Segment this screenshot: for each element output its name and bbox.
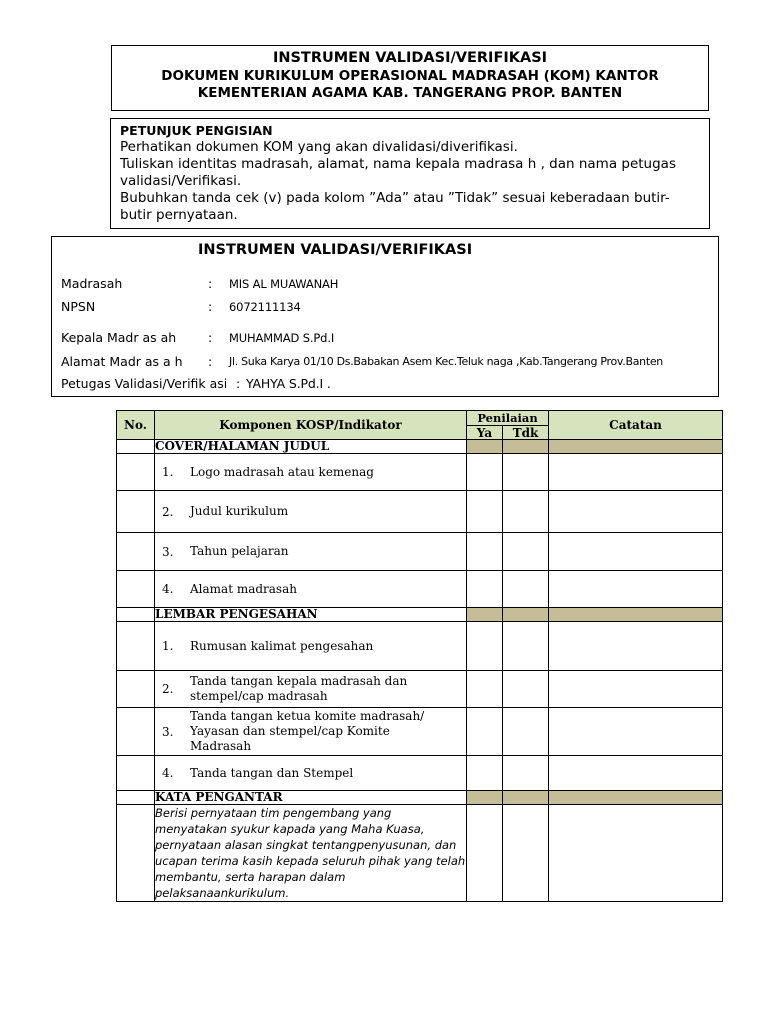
catatan-cell[interactable]	[549, 454, 723, 491]
header-komponen: Komponen KOSP/Indikator	[155, 411, 467, 440]
identity-value: MUHAMMAD S.Pd.I	[229, 331, 335, 345]
tdk-check-cell[interactable]	[503, 671, 549, 708]
ya-check-cell[interactable]	[467, 756, 503, 791]
table-row	[117, 708, 723, 756]
header-no: No.	[117, 411, 155, 440]
catatan-cell[interactable]	[549, 571, 723, 608]
catatan-cell[interactable]	[549, 533, 723, 571]
identity-colon: :	[236, 376, 241, 391]
catatan-cell[interactable]	[549, 756, 723, 791]
catatan-cell[interactable]	[549, 622, 723, 671]
identity-title: INSTRUMEN VALIDASI/VERIFIKASI	[198, 242, 473, 258]
table-row	[117, 671, 723, 708]
identity-colon: :	[208, 354, 213, 369]
table-row	[117, 533, 723, 571]
ya-check-cell[interactable]	[467, 671, 503, 708]
item-text: Judul kurikulum	[190, 504, 289, 518]
tdk-check-cell[interactable]	[503, 571, 549, 608]
item-number: 1.	[162, 465, 174, 479]
tdk-check-cell[interactable]	[503, 622, 549, 671]
identity-value: Jl. Suka Karya 01/10 Ds.Babakan Asem Kec.Teluk naga ,Kab.Tangerang Prov.Banten	[229, 355, 663, 368]
table-row	[117, 491, 723, 533]
instruction-line: Bubuhkan tanda cek (v) pada kolom ”Ada” atau ”Tidak” sesuai keberadaan butir-	[120, 190, 670, 206]
identity-label: Alamat Madr as a h	[61, 354, 183, 369]
ya-check-cell[interactable]	[467, 491, 503, 533]
identity-label: Madrasah	[61, 276, 123, 291]
document-header	[111, 45, 709, 111]
table-row	[117, 756, 723, 791]
instruction-line: Perhatikan dokumen KOM yang akan divalidasi/diverifikasi.	[120, 139, 518, 155]
identity-label: Kepala Madr as ah	[61, 330, 177, 345]
section-title: COVER/HALAMAN JUDUL	[155, 440, 467, 454]
item-number: 4.	[162, 766, 174, 780]
identity-label: NPSN	[61, 299, 96, 314]
item-number: 2.	[162, 504, 174, 519]
section-row-kata-pengantar	[117, 791, 723, 805]
item-text: Alamat madrasah	[190, 581, 297, 596]
section-title: KATA PENGANTAR	[155, 791, 467, 805]
identity-colon: :	[208, 299, 213, 314]
item-number: 3.	[162, 724, 174, 739]
item-text: Logo madrasah atau kemenag	[190, 464, 374, 479]
catatan-cell[interactable]	[549, 805, 723, 902]
header-ya: Ya	[467, 426, 503, 440]
item-number: 4.	[162, 582, 174, 596]
validation-table	[116, 410, 723, 902]
ya-check-cell[interactable]	[467, 708, 503, 756]
section-title: LEMBAR PENGESAHAN	[155, 608, 467, 622]
identity-value: MIS AL MUAWANAH	[229, 277, 339, 291]
header-penilaian: Penilaian	[467, 411, 549, 426]
identity-colon: :	[208, 330, 213, 345]
identity-value: 6072111134	[229, 300, 301, 314]
item-text: Rumusan kalimat pengesahan	[190, 638, 374, 653]
ya-check-cell[interactable]	[467, 571, 503, 608]
tdk-check-cell[interactable]	[503, 454, 549, 491]
item-text: Tahun pelajaran	[190, 544, 289, 558]
item-number: 1.	[162, 639, 174, 653]
tdk-check-cell[interactable]	[503, 708, 549, 756]
item-number: 3.	[162, 544, 174, 559]
tdk-check-cell[interactable]	[503, 533, 549, 571]
ya-check-cell[interactable]	[467, 454, 503, 491]
catatan-cell[interactable]	[549, 491, 723, 533]
table-row	[117, 571, 723, 608]
header-tdk: Tdk	[503, 426, 549, 440]
section-row-cover	[117, 440, 723, 454]
identity-colon: :	[208, 276, 213, 291]
ya-check-cell[interactable]	[467, 622, 503, 671]
catatan-cell[interactable]	[549, 671, 723, 708]
item-text: Tanda tangan dan Stempel	[190, 765, 354, 780]
header-catatan: Catatan	[549, 411, 723, 440]
instruction-line: Tuliskan identitas madrasah, alamat, nama kepala madrasa h , dan nama petugas	[120, 156, 676, 172]
item-text: Tanda tangan kepala madrasah dan stempel/cap madrasah	[190, 674, 408, 703]
identity-label: Petugas Validasi/Verifik asi	[61, 376, 228, 391]
instructions-title: PETUNJUK PENGISIAN	[120, 123, 273, 138]
instruction-line: validasi/Verifikasi.	[120, 173, 242, 189]
tdk-check-cell[interactable]	[503, 756, 549, 791]
item-number: 2.	[162, 682, 174, 696]
ya-check-cell[interactable]	[467, 533, 503, 571]
instructions-box	[110, 118, 710, 229]
catatan-cell[interactable]	[549, 708, 723, 756]
header-subtitle-line-2: KEMENTERIAN AGAMA KAB. TANGERANG PROP. BANTEN	[197, 85, 623, 101]
section-description: Berisi pernyataan tim pengembang yang menyatakan syukur kapada yang Maha Kuasa, pernyataan alasan singkat tentangpenyusunan, dan ucapan terima kasih kepada seluruh pihak yang telah membantu, serta harapan dalam pelaksanaankurikulum.	[155, 806, 466, 900]
section-row-pengesahan	[117, 608, 723, 622]
instruction-line: butir pernyataan.	[120, 207, 238, 223]
ya-check-cell[interactable]	[467, 805, 503, 902]
tdk-check-cell[interactable]	[503, 491, 549, 533]
table-row	[117, 622, 723, 671]
table-row	[117, 454, 723, 491]
identity-value: YAHYA S.Pd.I .	[246, 376, 331, 391]
header-subtitle-line-1: DOKUMEN KURIKULUM OPERASIONAL MADRASAH (KOM) KANTOR	[161, 68, 659, 84]
tdk-check-cell[interactable]	[503, 805, 549, 902]
item-text: Tanda tangan ketua komite madrasah/ Yayasan dan stempel/cap Komite Madrasah	[190, 709, 425, 753]
identity-box	[51, 236, 719, 397]
table-row	[117, 805, 723, 902]
header-title: INSTRUMEN VALIDASI/VERIFIKASI	[272, 50, 548, 66]
